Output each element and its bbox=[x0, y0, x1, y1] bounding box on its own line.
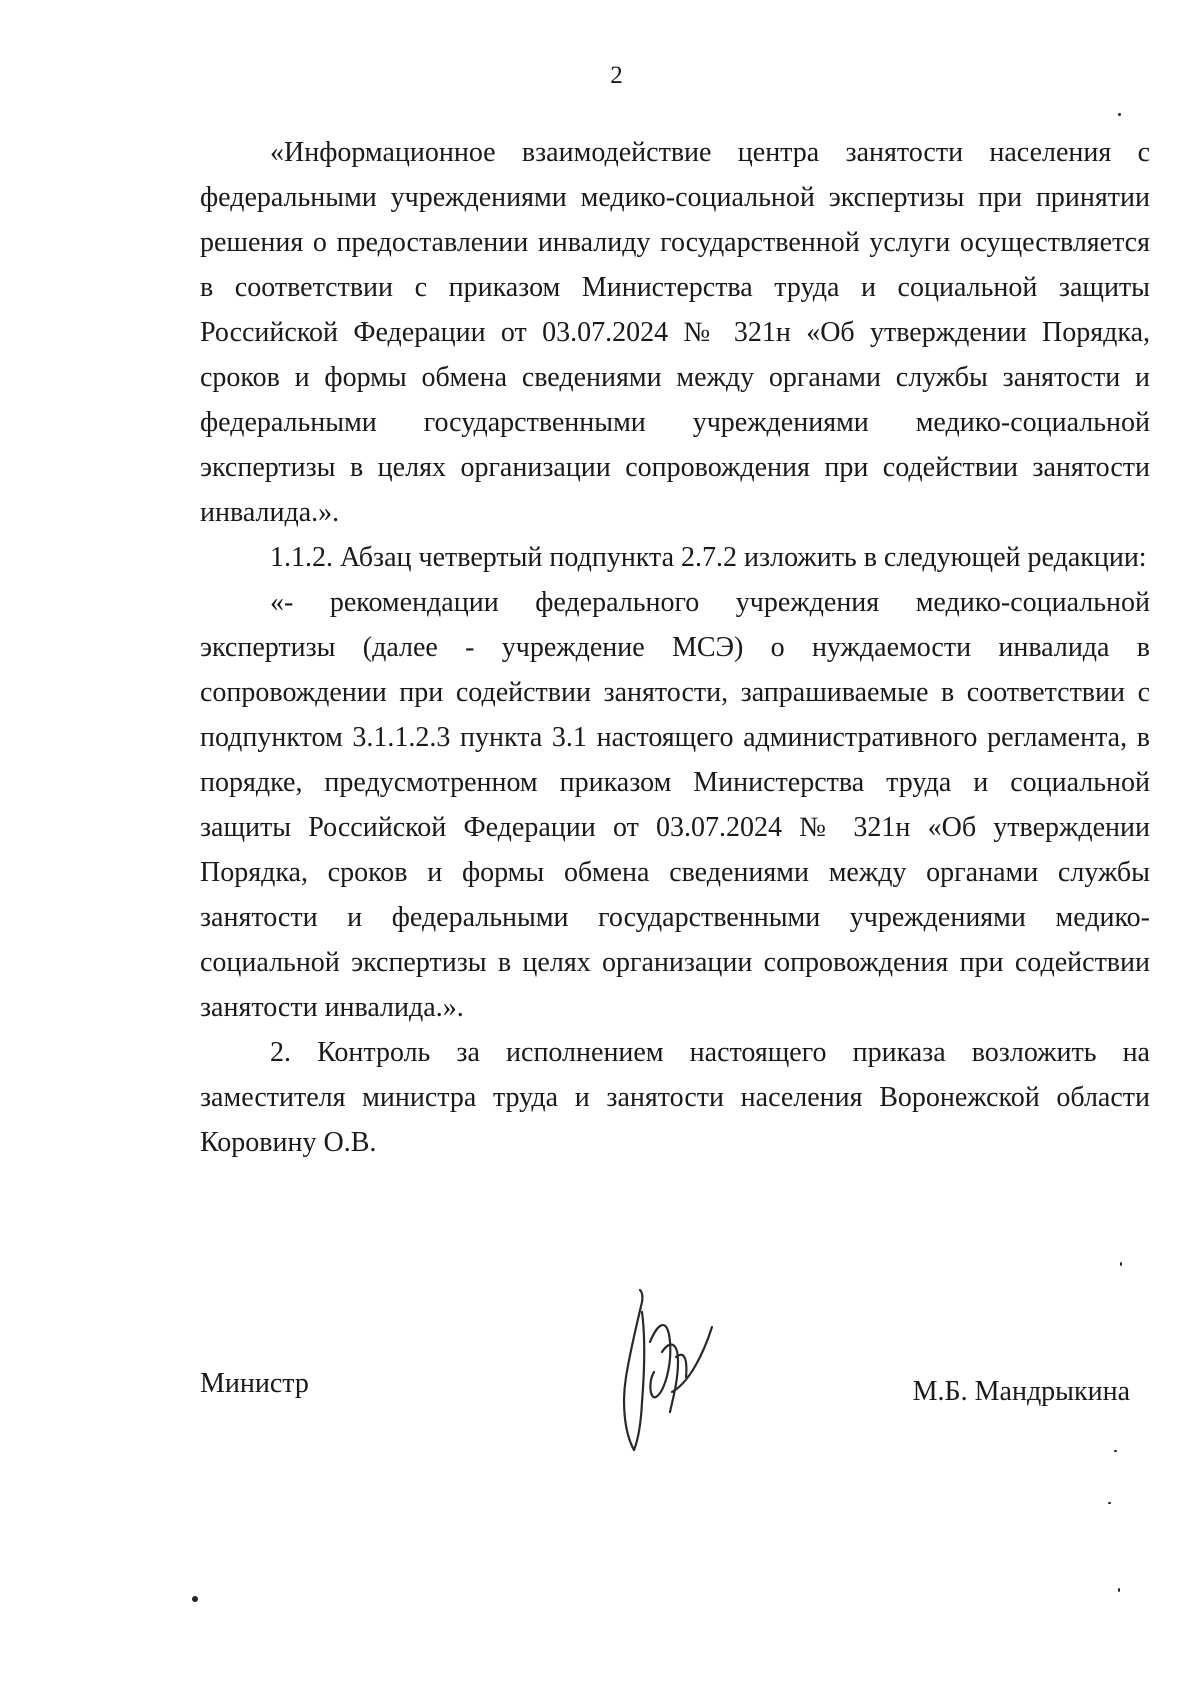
scan-speck bbox=[1118, 113, 1121, 116]
scan-speck bbox=[192, 1596, 198, 1602]
page-number: 2 bbox=[610, 62, 623, 89]
scan-speck bbox=[1118, 1588, 1120, 1592]
scan-speck bbox=[1114, 1450, 1117, 1452]
signatory-name: М.Б. Мандрыкина bbox=[912, 1376, 1130, 1407]
paragraph-control: 2. Контроль за исполнением настоящего приказа возложить на заместителя министра труда и занятости населения Воронежской области Коровину О.В. bbox=[200, 1037, 1150, 1158]
scan-speck bbox=[1120, 1262, 1122, 1266]
scan-speck bbox=[1108, 1502, 1111, 1504]
handwritten-signature bbox=[612, 1282, 722, 1462]
paragraph-1-1-2: 1.1.2. Абзац четвертый подпункта 2.7.2 изложить в следующей редакции: bbox=[270, 542, 1147, 573]
paragraph-recommendations: «- рекомендации федерального учреждения медико-социальной экспертизы (далее - учреждение МСЭ) о нуждаемости инвалида в сопровождении при содействии занятости, запрашиваемые в соответствии с подпунктом 3.1.1.2.3 пункта 3.1 настоящего административного регламента, в порядке, предусмотренном приказом Министерства труда и социальной защиты Российской Федерации от 03.07.2024 № 321н «Об утверждении Порядка, сроков и формы обмена сведениями между органами службы занятости и федеральными государственными учреждениями медико-социальной экспертизы в целях организации сопровождения при содействии занятости инвалида.». bbox=[200, 587, 1150, 1023]
document-body bbox=[200, 130, 1150, 1165]
signatory-title: Министр bbox=[200, 1368, 309, 1399]
paragraph-info-exchange: «Информационное взаимодействие центра занятости населения с федеральными учреждениями медико-социальной экспертизы при принятии решения о предоставлении инвалиду государственной услуги осуществляется в соответствии с приказом Министерства труда и социальной защиты Российской Федерации от 03.07.2024 № 321н «Об утверждении Порядка, сроков и формы обмена сведениями между органами службы занятости и федеральными государственными учреждениями медико-социальной экспертизы в целях организации сопровождения при содействии занятости инвалида.». bbox=[200, 137, 1150, 528]
